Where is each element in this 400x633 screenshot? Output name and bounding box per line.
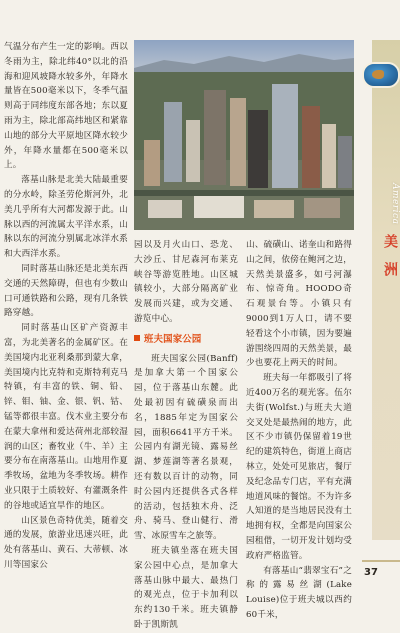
paragraph: 班夫镇坐落在班夫国家公园中心点，是加拿大落基山脉中最大、最热门的观光点，位于卡加利以东约130千米。班夫镇静卧于凯斯凯 [134,545,238,630]
chapter-side-tab [362,40,400,560]
paragraph: 山区景色奇特优美，随着交通的发展，旅游业迅速兴旺，此处有落基山、黄石、大蒂顿、冰川等国家公 [4,515,128,570]
page-number: 37 [364,567,378,578]
text-column-right [246,238,352,623]
side-tab-chinese-label: 美洲 [382,234,398,290]
city-skyline-photo [134,40,354,230]
side-tab-strip [372,40,400,540]
paragraph: 园以及月火山口、恐龙、大沙丘、甘尼森河布莱克峡谷等游览胜地。山区城镇较小，大部分隔离矿业发展而兴建，或为交通、游览中心。 [134,240,238,324]
paragraph: 班夫国家公园(Banff)是加拿大第一个国家公园，位于落基山东麓。此处最初因有硫磺泉而出名，1885年定为国家公园，面积6641平方千米。公园内有湖光镜、露易丝湖、梦莲湖等著名景观，还有数以百计的动物，同时公园内还提供各式各样的活动，包括独木舟、泛舟、骑马、登山健行、滑雪、冰原雪车之旅等。 [134,353,238,542]
skyline-illustration [134,40,354,230]
heading-bullet-icon [134,335,140,341]
paragraph: 同时落基山脉还是北美东西交通的天然障碍，但也有少数山口可通铁路和公路，现有几条铁路穿越。 [4,263,128,319]
paragraph: 同时落基山区矿产资源丰富，为北美著名的金属矿区。在美国境内北亚利桑那到蒙大拿，美国境内比克特和克斯特利克马特镇，有丰富的铁、铜、铅、锌、钼、铀、金、银、钒、钴、锰等都很丰富。伐木业主要分布在蒙大拿州和爱达荷州北部较湿润的山区；畜牧业（牛、羊）主要分布在南落基山。山地用作夏季牧场，盆地为冬季牧场。耕作业只限于土质较好、有灌溉条件的谷地或适宜旱作的地区。 [4,323,128,511]
page-number-rule [362,560,400,562]
text-column-middle [134,238,238,633]
paragraph: 班夫每一年都吸引了将近400万名的观光客。伍尔夫街(Wolfst.)与班夫大道交叉处是最热闹的地方，此区不少市镇仍保留着19世纪的建筑特色，街道上商店林立，处处可见旅店，餐厅及纪念品专门店，平有充满地道风味的餐馆。不为许多人知道的是当地居民没有土地拥有权，全都是向国家公园租借，一切开发计划均受政府严格监管。 [246,373,352,561]
text-column-left [4,40,128,573]
side-tab-latin-label: America [390,183,400,225]
paragraph: 山、硫磺山、诺奎山和路得山之间，依傍在鲍河之边，天然美景盛多，如弓河瀑布、惊奇角。HOODO奇石观景台等。小镇只有9000到1万人口，请不要轻看这个小市镇，因为要遍游围绕四周的天然美景，最少也要花上两天的时间。 [246,240,352,369]
paragraph: 落基山脉是北美大陆最重要的分水岭，除圣劳伦斯河外，北美几乎所有大河都发源于此。山脉以西的河流属太平洋水系，山脉以东的河流分别属北冰洋水系和大西洋水系。 [4,175,128,260]
paragraph: 有落基山“翡翠宝石”之称的露易丝湖(Lake Louise)位于班夫城以西约60千米， [246,565,352,620]
globe-icon [362,62,400,88]
section-heading-text: 班夫国家公园 [144,333,202,345]
paragraph: 气温分布产生一定的影响。西以冬雨为主，除北纬40°以北的沿海和迎风坡降水较多外，年降水量皆在500毫米以下，冬季气温则高于同纬度东部各地；东以夏雨为主，除北部高纬地区和紧靠山地的部分大平原地区降水较少外，年降水量都在500毫米以上。 [4,42,128,171]
section-heading [134,333,238,348]
